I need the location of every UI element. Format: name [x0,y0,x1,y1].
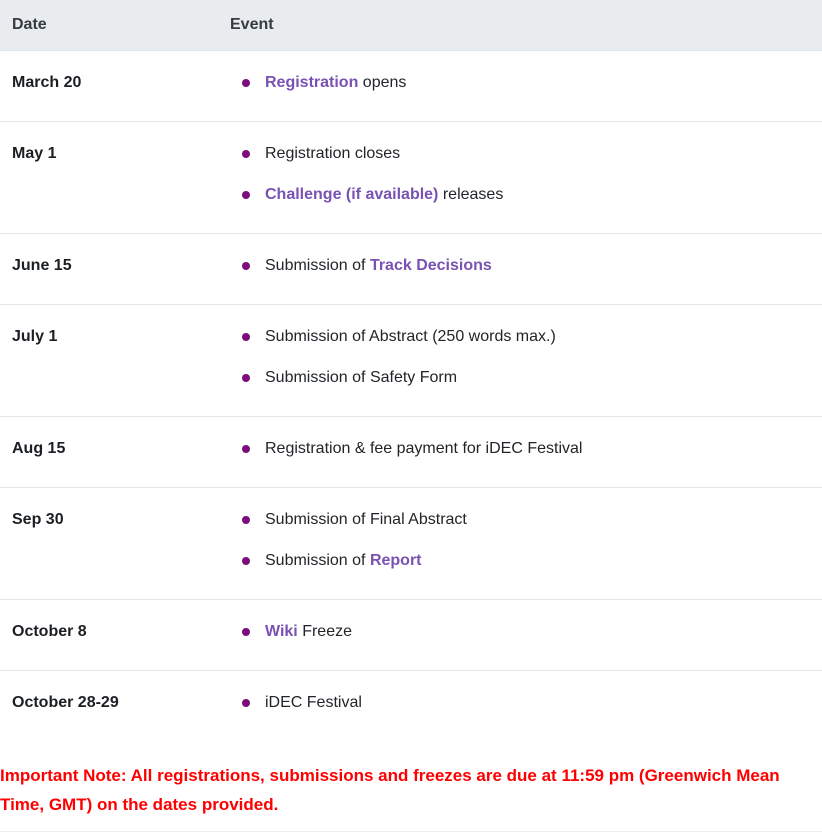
event-item [230,142,810,166]
table-header [0,0,822,51]
event-text: Submission of [265,552,370,569]
event-item [230,366,810,390]
event-item [230,325,810,349]
table-row [0,671,822,742]
date-cell: October 28-29 [0,671,218,742]
bullet-icon [242,628,250,636]
bullet-icon [242,150,250,158]
bullet-icon [242,516,250,524]
column-header-event: Event [218,0,822,51]
event-item [230,620,810,644]
event-cell [218,305,822,417]
bullet-icon [242,191,250,199]
header-row [0,0,822,51]
event-link[interactable]: Report [369,552,422,569]
event-cell [218,488,822,600]
date-cell: Aug 15 [0,417,218,488]
event-list [230,142,810,207]
date-cell: October 8 [0,600,218,671]
event-list [230,254,810,278]
event-item [230,183,810,207]
date-cell: Sep 30 [0,488,218,600]
event-link[interactable]: Challenge (if available) [265,186,439,203]
date-cell: May 1 [0,122,218,234]
event-text: Submission of Final Abstract [265,511,467,528]
event-list [230,325,810,390]
bullet-icon [242,374,250,382]
event-cell [218,600,822,671]
date-cell: March 20 [0,51,218,122]
event-text: iDEC Festival [265,694,362,711]
bullet-icon [242,445,250,453]
event-item [230,508,810,532]
event-item [230,71,810,95]
event-list [230,437,810,461]
column-header-date: Date [0,0,218,51]
event-text: Registration & fee payment for iDEC Festival [265,440,583,457]
event-link[interactable]: Track Decisions [369,257,492,274]
event-cell [218,234,822,305]
event-item [230,549,810,573]
table-row [0,417,822,488]
table-row [0,305,822,417]
event-list [230,508,810,573]
event-link[interactable]: Wiki [265,623,298,640]
bottom-divider [0,831,822,837]
date-cell: June 15 [0,234,218,305]
event-text: releases [438,186,504,203]
event-text: Registration closes [265,145,401,162]
event-cell [218,417,822,488]
bullet-icon [242,699,250,707]
event-item [230,254,810,278]
bullet-icon [242,262,250,270]
event-cell [218,51,822,122]
event-cell [218,671,822,742]
table-row [0,234,822,305]
bullet-icon [242,333,250,341]
event-list [230,620,810,644]
important-note: Important Note: All registrations, submissions and freezes are due at 11:59 pm (Greenwich Mean Time, GMT) on the dates provided. [0,766,780,815]
date-cell: July 1 [0,305,218,417]
event-item [230,691,810,715]
table-row [0,488,822,600]
event-list [230,691,810,715]
event-item [230,437,810,461]
event-text: Submission of [265,257,370,274]
event-text: Submission of Abstract (250 words max.) [265,328,556,345]
event-link[interactable]: Registration [265,74,359,91]
event-text: Submission of Safety Form [265,369,458,386]
event-cell [218,122,822,234]
table-row [0,51,822,122]
table-body [0,51,822,742]
event-text: opens [358,74,407,91]
bullet-icon [242,79,250,87]
event-text: Freeze [297,623,352,640]
table-row [0,122,822,234]
event-list [230,71,810,95]
table-row [0,600,822,671]
bullet-icon [242,557,250,565]
